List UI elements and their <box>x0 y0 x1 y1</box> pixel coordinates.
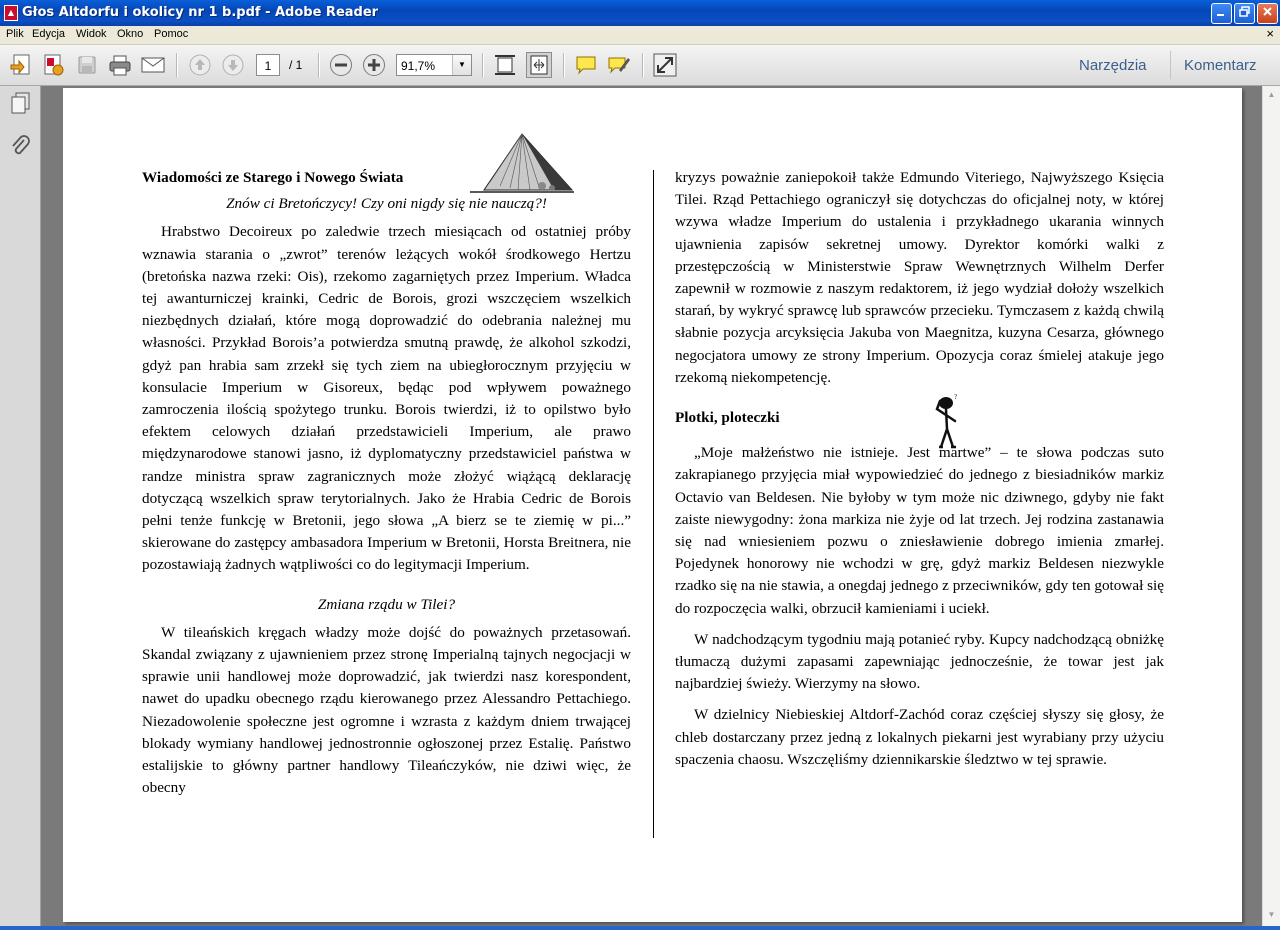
fit-width-button[interactable] <box>526 52 552 78</box>
taskbar-edge <box>0 926 1280 930</box>
highlight-button[interactable] <box>606 52 632 78</box>
save-button[interactable] <box>74 52 100 78</box>
close-icon <box>1262 6 1273 17</box>
attachments-button[interactable] <box>8 134 32 158</box>
window-title: Głos Altdorfu i okolicy nr 1 b.pdf - Adobe Reader <box>22 5 379 20</box>
minimize-icon <box>1216 6 1227 17</box>
next-page-button[interactable] <box>220 52 246 78</box>
tools-pane-button[interactable]: Narzędzia <box>1079 57 1147 74</box>
speech-bubble-icon <box>574 54 598 76</box>
expand-icon <box>653 53 677 77</box>
fit-width-icon <box>528 54 550 76</box>
add-comment-button[interactable] <box>573 52 599 78</box>
maximize-button[interactable] <box>1234 3 1255 24</box>
article-paragraph: W dzielnicy Niebieskiej Altdorf-Zachód coraz częściej słyszy się głosy, że chleb dostarczany przez jedną z lokalnych piekarni jest wyrabiany przy użyciu spaczenia chaosu. Wszczęliśmy dziennikarskie śledztwo w tej sprawie. <box>675 706 1164 768</box>
adobe-reader-icon: ▲ <box>4 5 18 21</box>
full-screen-button[interactable] <box>652 52 678 78</box>
arrow-down-icon <box>222 54 244 76</box>
vertical-scrollbar[interactable] <box>1262 86 1280 926</box>
zoom-out-icon <box>329 53 353 77</box>
create-pdf-button[interactable] <box>8 52 34 78</box>
article-heading: Plotki, ploteczki <box>675 409 780 427</box>
menu-edycja[interactable]: Edycja <box>32 28 66 40</box>
menu-pomoc[interactable]: Pomoc <box>154 28 189 40</box>
zoom-in-button[interactable] <box>361 52 387 78</box>
fit-page-icon <box>494 53 516 77</box>
highlight-pen-icon <box>607 54 631 76</box>
article-paragraph: kryzys poważnie zaniepokoił także Edmundo Viteriego, Najwyższego Księcia Tilei. Rząd Pettachiego ograniczył się dotychczas do oficjalnej noty, w której wzywa władze Imperium do ustalenia i przykładnego ukarania winnych ujawnienia zapisów sekretnej umowy. Dyrektor komórki walki z przestępczością w Ministerstwie Spraw Wewnętrznych Wilhelm Derfer zapewnił w rozmowie z naszym redaktorem, iż jego wydział dołoży wszelkich starań, by wykryć sprawcę lub sprawców przecieku. Tymczasem z każdą chwilą słabnie pozycja arcyksięcia Jakuba von Maegnitza, kuzyna Cesarza, głównego negocjatora umowy ze strony Imperium. Opozycja coraz śmielej atakuje jego rzekomą niekompetencję. <box>675 169 1164 386</box>
page-number-input[interactable]: 1 <box>256 54 280 76</box>
print-button[interactable] <box>107 52 133 78</box>
article-paragraph: W nadchodzącym tygodniu mają potanieć ryby. Kupcy nadchodzącą obniżkę tłumaczą dużymi zapasami zapewniając jednocześnie, że towar jest jak najbardziej świeży. Wierzymy na słowo. <box>675 630 1164 693</box>
article-paragraph: „Moje małżeństwo nie istnieje. Jest martwe” – te słowa podczas suto zakrapianego przyjęcia miał wypowiedzieć do jednego z biesiadników markiz Octavio van Beldesen. Nie byłoby w tym może nic dziwnego, gdyby nie fakt zaiste niewygodny: żona markiza nie żyje od lat trzech. Jej rodzina zastanawia się nad wniesieniem pozwu o zniesławienie dobrego imienia zmarłej. Pojedynek honorowy nie wchodzi w grę, gdyż markiz Beldesen niezwykle rzadko się na nie stawia, a onegdaj jednego z przeciwników, gdy ten gotował się do rozpoczęcia walki, obrzucił kamieniami i uciekł. <box>675 444 1164 617</box>
article-subtitle: Znów ci Bretończycy! Czy oni nigdy się nie nauczą?! <box>226 195 547 213</box>
article-paragraph: Hrabstwo Decoireux po zaledwie trzech miesiącach od ostatniej próby wznawia starania o „zwrot” terenów leżących wokół środkowego Hertzu (bretońska nazwa rzeki: Ois), rzekomo zagarniętych przez Imperium. Władca tej awanturniczej krainki, Cedric de Borois, grozi wszczęciem wszelkich niezbędnych działań, które mogą doprowadzić do odebrania należnej mu własności. Przykład Borois’a potwierdza smutną prawdę, że alkohol szkodzi, gdyż pan hrabia sam zrzekł się tych ziem na ubiegłorocznym przyjęciu w konsulacie Imperium w Gisoreux, będąc pod wpływem poważnego zamroczenia ilością spożytego trunku. Borois twierdzi, iż to opilstwo było efektem celowych działań przedstawicieli Imperium, ale prawo międzynarodowe stanowi jasno, iż dyplomatyczny przedstawiciel państwa w randze ministra spraw zagranicznych może złożyć wiążącą deklarację dotyczącą wszelkich spraw terytorialnych. Jako że Hrabia Cedric de Borois pełni tenże funkcję w Bretonii, jego słowa „A bierz se te ziemię w pi...” skierowane do zastępcy ambasadora Imperium w Bretonii, Horsta Breitnera, nie pozostawiają żadnych wątpliwości co do legitymacji Imperium. <box>142 223 631 574</box>
menu-bar <box>0 26 1280 45</box>
comment-pane-button[interactable]: Komentarz <box>1184 57 1257 74</box>
scroll-up-icon[interactable]: ▲ <box>1267 90 1276 99</box>
column-divider <box>653 170 654 838</box>
toolbar-separator <box>482 53 484 77</box>
title-bar <box>0 0 1280 26</box>
paperclip-icon <box>9 134 31 158</box>
create-pdf-icon <box>10 53 32 77</box>
close-document-button[interactable]: × <box>1266 26 1274 41</box>
close-button[interactable] <box>1257 3 1278 24</box>
minimize-button[interactable] <box>1211 3 1232 24</box>
zoom-in-icon <box>362 53 386 77</box>
arrow-up-icon <box>189 54 211 76</box>
article-subtitle: Zmiana rządu w Tilei? <box>317 595 456 613</box>
toolbar-separator <box>563 53 565 77</box>
fit-page-button[interactable] <box>492 52 518 78</box>
save-icon <box>76 54 98 76</box>
export-pdf-icon <box>42 53 64 77</box>
menu-plik[interactable]: Plik <box>6 28 24 40</box>
svg-text:?: ? <box>954 393 958 401</box>
toolbar-separator <box>176 53 178 77</box>
email-icon <box>141 56 165 74</box>
restore-icon <box>1239 6 1250 17</box>
zoom-select[interactable] <box>396 54 472 76</box>
zoom-value: 91,7% <box>401 59 436 73</box>
chevron-down-icon[interactable]: ▼ <box>452 55 471 75</box>
pages-icon <box>9 91 31 115</box>
zoom-out-button[interactable] <box>328 52 354 78</box>
export-pdf-button[interactable] <box>40 52 66 78</box>
right-column <box>675 167 1164 771</box>
email-button[interactable] <box>140 52 166 78</box>
print-icon <box>108 54 132 76</box>
scroll-down-icon[interactable]: ▼ <box>1267 910 1276 919</box>
article-heading: Wiadomości ze Starego i Nowego Świata <box>142 169 404 186</box>
pdf-page <box>63 88 1242 922</box>
left-column <box>142 167 631 799</box>
menu-okno[interactable]: Okno <box>117 28 144 40</box>
previous-page-button[interactable] <box>187 52 213 78</box>
toolbar-separator <box>642 53 644 77</box>
article-paragraph: W tileańskich kręgach władzy może dojść do poważnych przetasowań. Skandal związany z ujawnieniem przez stronę Imperialną tajnych negocjacji w sprawie unii handlowej może doprowadzić, jak twierdzi nasz korespondent, nawet do upadku obecnego rządu kierowanego przez Alessandro Pettachiego. Niezadowolenie społeczne jest ogromne i wzrasta z każdym dniem trwającej blokady wymiany handlowej jednostronnie ogłoszonej przez Estalię. Państwo estalijskie to główny partner handlowy Tileańczyków, nie dziwi więc, że obecny <box>142 623 631 797</box>
toolbar-separator <box>318 53 320 77</box>
navigation-pane <box>0 86 41 926</box>
page-total: / 1 <box>289 58 303 72</box>
page-thumbnails-button[interactable] <box>8 91 32 115</box>
toolbar <box>0 45 1280 86</box>
menu-widok[interactable]: Widok <box>76 28 107 40</box>
toolbar-separator <box>1170 51 1171 79</box>
